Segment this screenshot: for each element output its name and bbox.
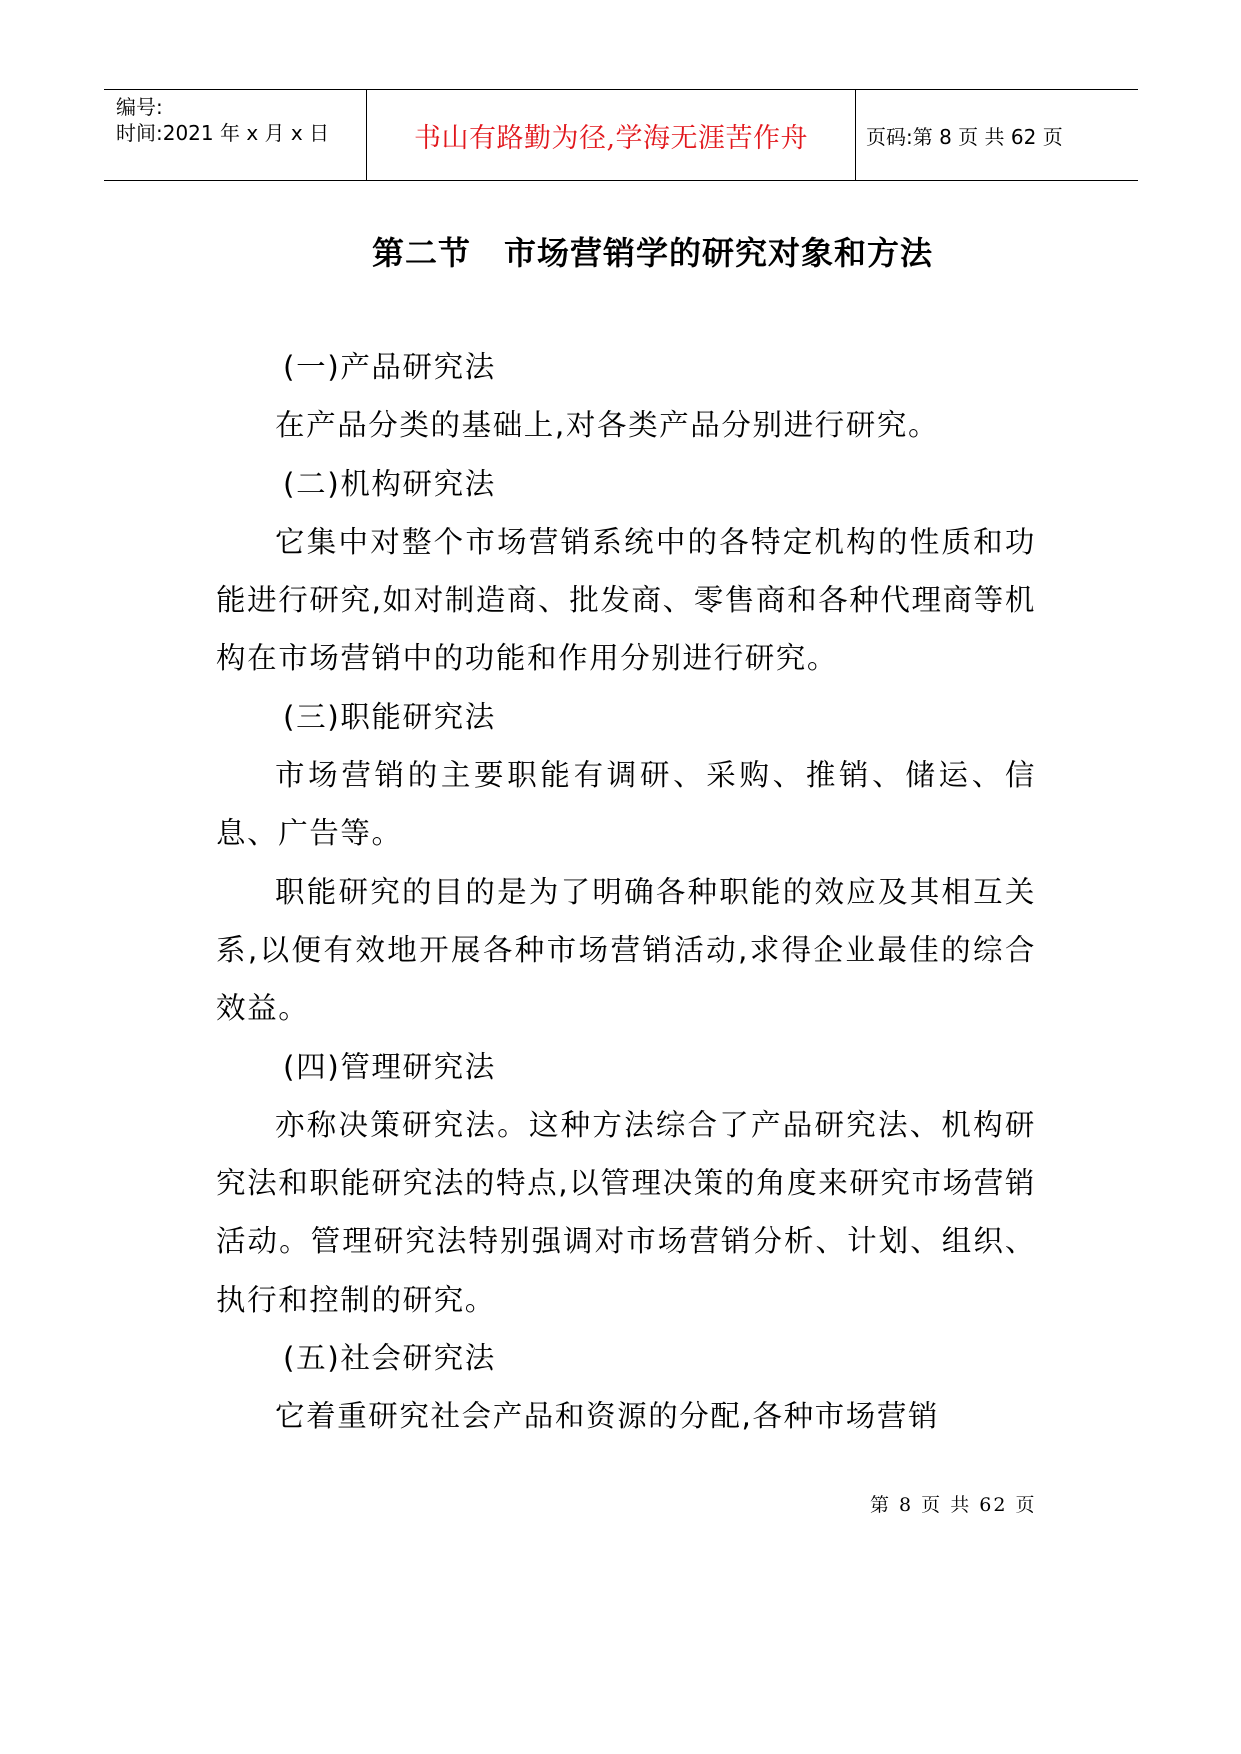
section-title: 第二节 市场营销学的研究对象和方法 [371, 234, 933, 272]
document-number-label: 编号: [116, 95, 163, 119]
document-body [216, 338, 1036, 1446]
subheading-institution-research: (二)机构研究法 [283, 466, 496, 501]
subheading-product-research: (一)产品研究法 [283, 350, 496, 384]
paragraph-management-research: 亦称决策研究法。这种方法综合了产品研究法、机构研究法和职能研究法的特点,以管理决策的角度来研究市场营销活动。管理研究法特别强调对市场营销分析、计划、组织、执行和控制的研究。 [216, 1107, 1036, 1317]
paragraph-function-list: 市场营销的主要职能有调研、采购、推销、储运、信息、广告等。 [216, 758, 1036, 851]
header-motto: 书山有路勤为径,学海无涯苦作舟 [413, 122, 809, 154]
document-time-label: 时间:2021 年 x 月 x 日 [116, 121, 330, 145]
subheading-social-research: (五)社会研究法 [283, 1341, 496, 1376]
page-footer: 第 8 页 共 62 页 [870, 1494, 1037, 1516]
paragraph-function-purpose: 职能研究的目的是为了明确各种职能的效应及其相互关系,以便有效地开展各种市场营销活动,求得企业最佳的综合效益。 [216, 874, 1036, 1026]
header-page-info: 页码:第 8 页 共 62 页 [866, 124, 1063, 149]
subheading-function-research: (三)职能研究法 [283, 699, 496, 734]
paragraph-social-research: 它着重研究社会产品和资源的分配,各种市场营销 [275, 1399, 940, 1434]
subheading-management-research: (四)管理研究法 [283, 1049, 496, 1084]
document-header [104, 89, 1138, 181]
header-meta-cell [104, 90, 367, 180]
header-motto-cell [367, 90, 856, 180]
paragraph-product-research: 在产品分类的基础上,对各类产品分别进行研究。 [275, 408, 940, 443]
paragraph-institution-research: 它集中对整个市场营销系统中的各特定机构的性质和功能进行研究,如对制造商、批发商、零售商和各种代理商等机构在市场营销中的功能和作用分别进行研究。 [216, 524, 1036, 676]
header-page-info-cell [856, 90, 1138, 180]
